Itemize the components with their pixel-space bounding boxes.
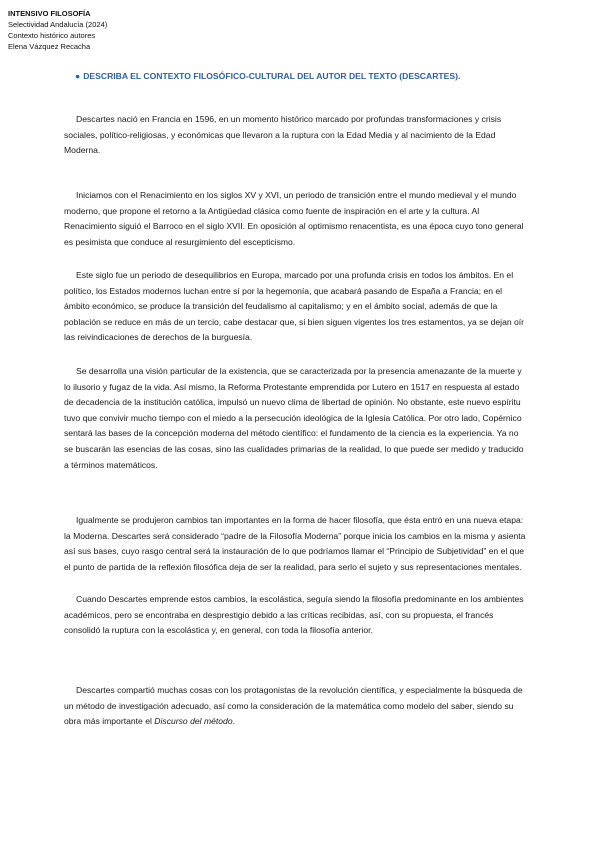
paragraph-3: Este siglo fue un periodo de desequilibrios en Europa, marcado por una profunda crisis en todos los ámbitos. En el político, los Estados modernos luchan entre sí por la hegemonía, que acabará pasando de España a Francia; en el ámbito económico, se produce la transición del feudalismo al capitalismo; y en el ámbito social, además de que la población se reduce en más de un tercio, cabe destacar que, si bien siguen vigentes los tres estamentos, ya se dejan oír las reivindicaciones de derechos de la burguesía. xyxy=(64,270,525,343)
header-title: INTENSIVO FILOSOFÍA xyxy=(8,9,91,18)
question-heading xyxy=(75,71,575,81)
paragraph-4: Se desarrolla una visión particular de la existencia, que se caracterizada por la presencia amenazante de la muerte y lo ilusorio y fugaz de la vida. Así mismo, la Reforma Protestante emprendida por Lutero en 1517 en respuesta al estado de decadencia de la institución católica, impulsó un nuevo clima de libertad de opinión. No obstante, este nuevo espíritu tuvo que convivir mucho tiempo con el miedo a la persecución ideológica de la Iglesia Católica. Por otro lado, Copérnico sentará las bases de la concepción moderna del método científico: el fundamento de la ciencia es la experiencia. Ya no se buscarán las esencias de las cosas, sino las cualidades primarias de la realidad, lo que puede ser medido y traducido a términos matemáticos. xyxy=(64,366,524,470)
paragraph-5: Igualmente se produjeron cambios tan importantes en la forma de hacer filosofía, que ésta entró en una nueva etapa: la Moderna. Descartes será considerado “padre de la Filosofía Moderna” porque inicia los cambios en la misma y asienta así sus bases, cuyo rasgo central será la instauración de lo que podríamos llamar el “Principio de Subjetividad” en el que el punto de partida de la reflexión filosófica deja de ser la realidad, para serlo el sujeto y sus representaciones mentales. xyxy=(64,515,526,572)
paragraph-2: Iniciamos con el Renacimiento en los siglos XV y XVI, un periodo de transición entre el mundo medieval y el mundo moderno, que propone el retorno a la Antigüedad clásica como fuente de inspiración en el arte y la cultura. Al Renacimiento siguió el Barroco en el siglo XVII. En oposición al optimismo renacentista, es una época cuyo tono general es pesimista que conduce al resurgimiento del escepticismo. xyxy=(64,190,524,247)
paragraph-7-text: Descartes compartió muchas cosas con los protagonistas de la revolución científica, y especialmente la búsqueda de un método de investigación adecuado, así como la consideración de la matemática como modelo del saber, siendo su obra más importante el xyxy=(64,685,523,727)
paragraph-6: Cuando Descartes emprende estos cambios, la escolástica, seguía siendo la filosofía predominante en los ambientes académicos, pero se encontraba en desprestigio debido a las críticas recibidas, así, con su propuesta, el francés consolidó la ruptura con la escolástica y, en general, con toda la filosofía anterior. xyxy=(64,594,524,636)
paragraph-1: Descartes nació en Francia en 1596, en un momento histórico marcado por profundas transformaciones y crisis sociales, político-religiosas, y económicas que llevaron a la ruptura con la Edad Media y al nacimiento de la Edad Moderna. xyxy=(64,114,502,156)
book-title: Discurso del método xyxy=(154,716,233,727)
header-author: Elena Vázquez Recacha xyxy=(8,42,91,51)
question-heading-text: DESCRIBA EL CONTEXTO FILOSÓFICO-CULTURAL DEL AUTOR DEL TEXTO (DESCARTES). xyxy=(83,71,461,81)
paragraph-7 xyxy=(64,683,526,730)
document-header xyxy=(8,8,107,52)
header-subject: Selectividad Andalucía (2024) xyxy=(8,20,108,29)
header-topic: Contexto histórico autores xyxy=(8,31,96,40)
bullet-icon: ● xyxy=(75,71,81,81)
paragraph-7-end: . xyxy=(232,716,236,727)
